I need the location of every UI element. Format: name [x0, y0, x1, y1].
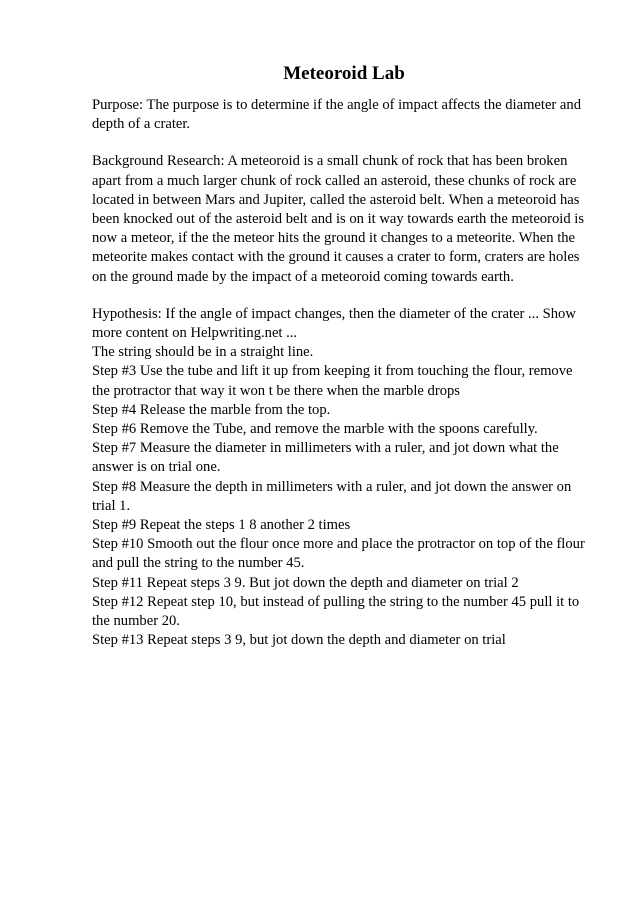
text-line: apart from a much larger chunk of rock called an asteroid, these chunks of rock are — [92, 172, 577, 189]
text-line: more content on Helpwriting.net ... — [92, 325, 298, 342]
background-research-paragraph — [92, 152, 592, 286]
text-line: located in between Mars and Jupiter, called the asteroid belt. When a meteoroid has — [92, 191, 580, 208]
text-line: Step #10 Smooth out the flour once more and place the protractor on top of the flour — [92, 536, 585, 553]
text-line: Purpose: The purpose is to determine if the angle of impact affects the diameter and — [92, 97, 582, 113]
text-line: Step #11 Repeat steps 3 9. But jot down the depth and diameter on trial 2 — [92, 574, 519, 591]
text-line: answer is on trial one. — [92, 459, 221, 476]
text-line: Background Research: A meteoroid is a small chunk of rock that has been broken — [92, 153, 568, 170]
text-line: been knocked out of the asteroid belt and is on it way towards earth the meteoroid is — [92, 211, 584, 228]
text-line: Step #9 Repeat the steps 1 8 another 2 times — [92, 517, 351, 534]
text-line: Step #3 Use the tube and lift it up from keeping it from touching the flour, remove — [92, 363, 573, 380]
document-page — [92, 62, 592, 668]
text-line: and pull the string to the number 45. — [92, 555, 305, 572]
text-line: trial 1. — [92, 497, 131, 514]
text-line: the protractor that way it won t be there when the marble drops — [92, 382, 460, 399]
hypothesis-and-steps-paragraph — [92, 305, 592, 651]
document-body — [92, 96, 592, 650]
text-line: Step #6 Remove the Tube, and remove the marble with the spoons carefully. — [92, 421, 538, 438]
text-line: Hypothesis: If the angle of impact changes, then the diameter of the crater ... Show — [92, 305, 576, 322]
text-line: Step #8 Measure the depth in millimeters with a ruler, and jot down the answer on — [92, 478, 572, 495]
page-title: Meteoroid Lab — [283, 63, 405, 84]
text-line: Step #7 Measure the diameter in millimeters with a ruler, and jot down what the — [92, 440, 559, 457]
text-line: now a meteor, if the the meteor hits the ground it changes to a meteorite. When the — [92, 230, 576, 247]
text-line: depth of a crater. — [92, 116, 191, 133]
text-line: the number 20. — [92, 613, 180, 630]
text-line: Step #13 Repeat steps 3 9, but jot down the depth and diameter on trial — [92, 632, 506, 649]
text-line: on the ground made by the impact of a meteoroid coming towards earth. — [92, 268, 514, 285]
text-line: Step #4 Release the marble from the top. — [92, 401, 331, 418]
text-line: The string should be in a straight line. — [92, 344, 314, 361]
purpose-paragraph — [92, 96, 592, 134]
text-line: Step #12 Repeat step 10, but instead of pulling the string to the number 45 pull it to — [92, 593, 580, 610]
text-line: meteorite makes contact with the ground it causes a crater to form, craters are holes — [92, 249, 580, 266]
